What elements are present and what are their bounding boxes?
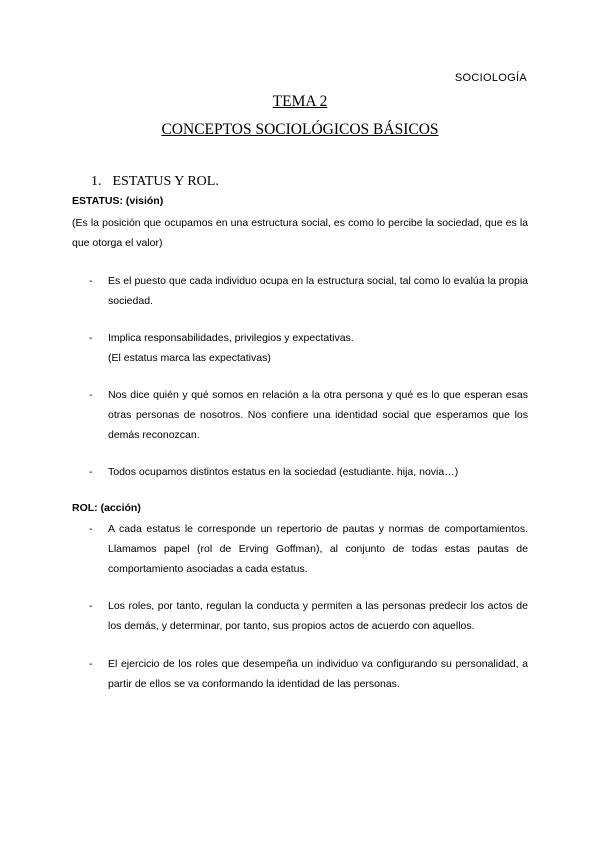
bullet-dash: - xyxy=(89,523,93,535)
section-number: 1. xyxy=(91,174,102,189)
status-label: ESTATUS: (visión) xyxy=(72,195,164,207)
bullet-dash: - xyxy=(89,389,93,401)
list-item xyxy=(89,271,528,311)
list-item-text: Todos ocupamos distintos estatus en la sociedad (estudiante. hija, novia…) xyxy=(108,466,459,478)
list-item xyxy=(89,462,528,482)
list-item-text: El ejercicio de los roles que desempeña un individuo va configurando su personalidad, a partir de ellos se va conformando la identidad de las personas. xyxy=(108,658,528,690)
document-subtitle: CONCEPTOS SOCIOLÓGICOS BÁSICOS xyxy=(161,121,439,138)
list-item-note: (El estatus marca las expectativas) xyxy=(108,352,271,364)
list-item xyxy=(89,328,528,368)
list-item xyxy=(89,654,528,694)
status-intro: (Es la posición que ocupamos en una estructura social, es como lo percibe la sociedad, que es la que otorga el valor) xyxy=(72,217,528,249)
list-item xyxy=(89,385,528,445)
bullet-dash: - xyxy=(89,275,93,287)
list-item-text: Los roles, por tanto, regulan la conducta y permiten a las personas predecir los actos de los demás, y determinar, por tanto, sus propios actos de acuerdo con aquellos. xyxy=(108,600,528,632)
bullet-dash: - xyxy=(89,466,93,478)
document-title: TEMA 2 xyxy=(272,93,328,110)
list-item xyxy=(89,596,528,636)
section-heading xyxy=(91,174,219,190)
bullet-dash: - xyxy=(89,658,93,670)
list-item xyxy=(89,519,528,579)
subject-header: SOCIOLOGÍA xyxy=(454,72,527,84)
section-title: ESTATUS Y ROL. xyxy=(112,174,219,189)
bullet-dash: - xyxy=(89,600,93,612)
list-item-text: A cada estatus le corresponde un repertorio de pautas y normas de comportamientos. Llamamos papel (rol de Erving Goffman), al conjunto de todas estas pautas de comportamiento asociadas a cada estatus. xyxy=(108,523,528,575)
list-item-text: Nos dice quién y qué somos en relación a la otra persona y qué es lo que esperan esas otras personas de nosotros. Nos confiere una identidad social que esperamos que los demás reconozcan. xyxy=(108,389,528,441)
list-item-text: Es el puesto que cada individuo ocupa en la estructura social, tal como lo evalúa la propia sociedad. xyxy=(108,275,528,307)
list-item-text: Implica responsabilidades, privilegios y expectativas. xyxy=(108,332,354,344)
rol-label: ROL: (acción) xyxy=(72,502,141,514)
bullet-dash: - xyxy=(89,332,93,344)
